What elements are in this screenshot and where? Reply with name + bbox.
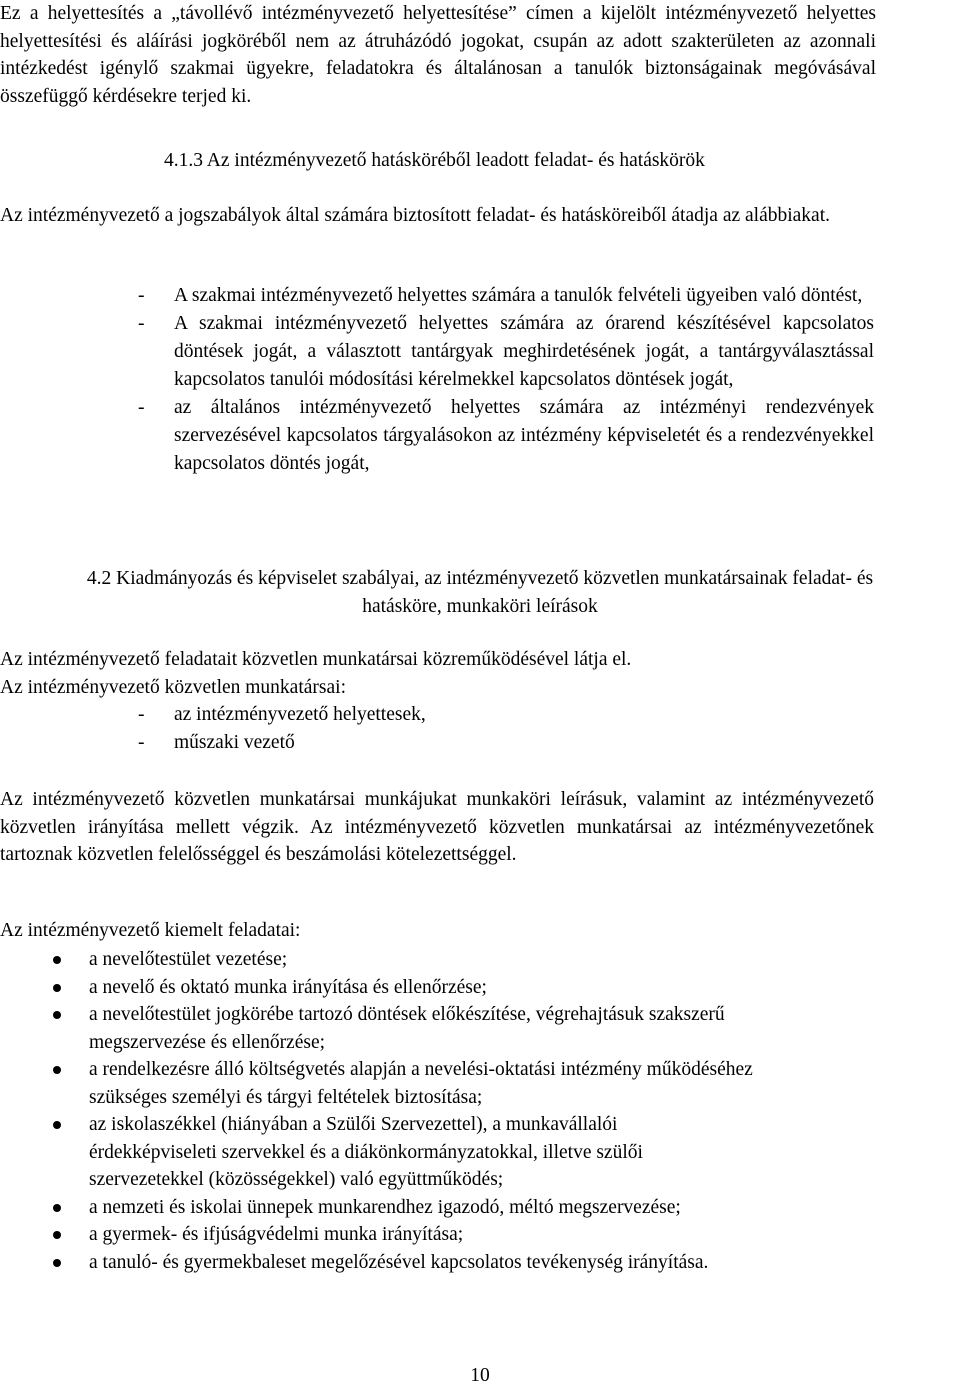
list-item [0, 1056, 800, 1111]
delegated-powers-list [0, 282, 874, 478]
page-number: 10 [470, 1365, 490, 1386]
list-item-text: műszaki vezető [174, 732, 295, 753]
bullet-icon [53, 1066, 61, 1074]
intro-paragraph: Ez a helyettesítés a „távollévő intézményvezető helyettesítése” címen a kijelölt intézményvezető helyettes helyettesítési és aláírási jogköréből nem az átruházódó jogokat, csupán az adott szakterületen az azonnali intézkedést igénylő szakmai ügyekre, feladatokra és általánosan a tanulók biztonságainak megóvásával összefüggő kérdésekre terjed ki. [0, 3, 876, 108]
list-item [0, 729, 874, 757]
list-item-text: az intézményvezető helyettesek, [174, 704, 426, 725]
section-4-1-3-intro: Az intézményvezető a jogszabályok által számára biztosított feladat- és hatásköreiből átadja az alábbiakat. [0, 205, 831, 226]
list-item-text: a gyermek- és ifjúságvédelmi munka irányítása; [89, 1224, 464, 1245]
list-item-text: a tanuló- és gyermekbaleset megelőzésével kapcsolatos tevékenység irányítása. [89, 1251, 709, 1273]
section-heading-4-2 [0, 565, 960, 621]
list-item-text: a rendelkezésre álló költségvetés alapján a nevelési-oktatási intézmény működéséhez szükséges személyi és tárgyi feltételek biztosítása; [89, 1059, 753, 1108]
dash-marker: - [138, 285, 145, 306]
dash-marker: - [138, 732, 145, 753]
list-item [0, 1001, 800, 1056]
list-item [0, 1194, 800, 1222]
list-item [0, 974, 800, 1002]
list-item [0, 394, 874, 478]
list-item-text: A szakmai intézményvezető helyettes számára a tanulók felvételi ügyeiben való döntést, [174, 285, 863, 306]
section-heading-4-1-3: 4.1.3 Az intézményvezető hatásköréből leadott feladat- és hatáskörök [164, 150, 705, 171]
key-tasks-list [0, 946, 800, 1276]
section-heading-4-2-line2: hatásköre, munkaköri leírások [362, 596, 598, 617]
bullet-icon [53, 1259, 61, 1267]
list-item-text: az iskolaszékkel (hiányában a Szülői Szervezettel), a munkavállalói érdekképviseleti szervekkel és a diákönkormányzatokkal, illetve szülői szervezetekkel (közösségekkel) való együttműködés; [89, 1114, 643, 1190]
list-item [0, 310, 874, 394]
list-item-text: A szakmai intézményvezető helyettes számára az órarend készítésével kapcsolatos döntések jogát, a választott tantárgyak meghirdetésének jogát, a tantárgyválasztással kapcsolatos tanulói módosítási kérelmekkel kapcsolatos döntések jogát, [174, 313, 874, 390]
section-4-2-paragraph-1: Az intézményvezető feladatait közvetlen munkatársai közreműködésével látja el. [0, 649, 632, 670]
tasks-intro: Az intézményvezető kiemelt feladatai: [0, 920, 301, 941]
bullet-icon [53, 1204, 61, 1212]
list-item-text: a nemzeti és iskolai ünnepek munkarendhez igazodó, méltó megszervezése; [89, 1196, 681, 1218]
list-item [0, 282, 874, 310]
bullet-icon [53, 1011, 61, 1019]
list-item [0, 1249, 800, 1277]
list-item-text: a nevelő és oktató munka irányítása és ellenőrzése; [89, 976, 487, 998]
list-item-text: a nevelőtestület jogkörébe tartozó döntések előkészítése, végrehajtásuk szakszerű megszervezése és ellenőrzése; [89, 1004, 725, 1053]
list-item [0, 701, 874, 729]
dash-marker: - [138, 313, 145, 334]
staff-intro: Az intézményvezető közvetlen munkatársai: [0, 677, 346, 698]
list-item [0, 946, 800, 974]
section-heading-4-2-line1: 4.2 Kiadmányozás és képviselet szabályai, az intézményvezető közvetlen munkatársainak feladat- és [86, 568, 874, 589]
list-item [0, 1221, 800, 1249]
bullet-icon [53, 1121, 61, 1129]
direct-staff-list [0, 701, 874, 757]
bullet-icon [53, 1231, 61, 1239]
section-4-2-paragraph-2: Az intézményvezető közvetlen munkatársai munkájukat munkaköri leírásuk, valamint az intézményvezető közvetlen irányítása mellett végzik. Az intézményvezető közvetlen munkatársai az intézményvezetőnek tartoznak közvetlen felelősséggel és beszámolási kötelezettséggel. [0, 789, 874, 866]
dash-marker: - [138, 397, 145, 418]
list-item-text: a nevelőtestület vezetése; [89, 949, 288, 970]
list-item [0, 1111, 800, 1194]
bullet-icon [53, 956, 61, 964]
list-item-text: az általános intézményvezető helyettes számára az intézményi rendezvények szervezésével kapcsolatos tárgyalásokon az intézmény képviseletét és a rendezvényekkel kapcsolatos döntés jogát, [174, 397, 874, 474]
dash-marker: - [138, 704, 145, 725]
bullet-icon [53, 984, 61, 992]
